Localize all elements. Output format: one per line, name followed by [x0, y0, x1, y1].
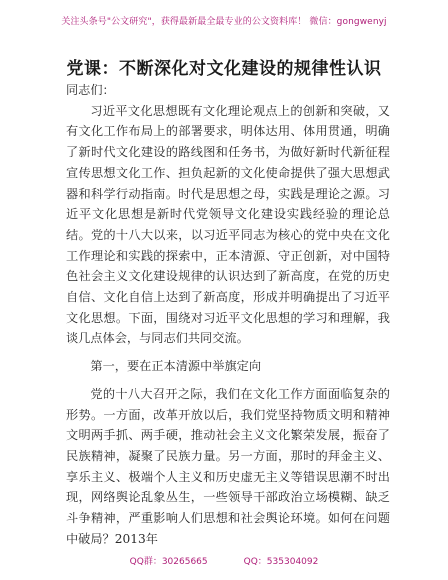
footer-contact: [0, 554, 448, 567]
document-title: 党课：不断深化对文化建设的规律性认识: [66, 59, 382, 79]
header-promo-text: 关注头条号"公文研究"，获得最新最全最专业的公文资料库！ 微信：gongwenyj: [61, 17, 387, 27]
section-1-heading: 第一，要在正本清源中举旗定向: [90, 359, 262, 374]
paragraph-2: 党的十八大召开之际，我们在文化工作方面面临复杂的形势。一方面，改革开放以后，我们党坚持物质文明和精神文明两手抓、两手硬，推动社会主义文化繁荣发展，振奋了民族精神，凝聚了民族力量。另一方面，那时的拜金主义、享乐主义、极端个人主义和历史虚无主义等错误思潮不时出现，网络舆论乱象丛生，一些领导干部政治立场模糊、缺乏斗争精神，严重影响人们思想和社会舆论环境。如何在问题中破局？2013年: [66, 386, 390, 546]
document-body: [66, 80, 390, 549]
footer-qq: QQ：535304092: [243, 557, 319, 567]
salutation: 同志们：: [66, 83, 115, 97]
footer-qq-group: QQ群：30265665: [129, 557, 208, 567]
paragraph-1: 习近平文化思想既有文化理论观点上的创新和突破，又有文化工作布局上的部署要求，明体达用、体用贯通，明确了新时代文化建设的路线图和任务书，为做好新时代新征程宣传思想文化工作、担负起新的文化使命提供了强大思想武器和科学行动指南。时代是思想之母，实践是理论之源。习近平文化思想是新时代党领导文化建设实践经验的理论总结。党的十八大以来，以习近平同志为核心的党中央在文化工作理论和实践的探索中，正本清源、守正创新，对中国特色社会主义文化建设规律的认识达到了新高度，在党的历史自信、文化自信上达到了新高度，形成并明确提出了习近平文化思想。下面，围绕对习近平文化思想的学习和理解，我谈几点体会，与同志们共同交流。: [66, 103, 390, 346]
